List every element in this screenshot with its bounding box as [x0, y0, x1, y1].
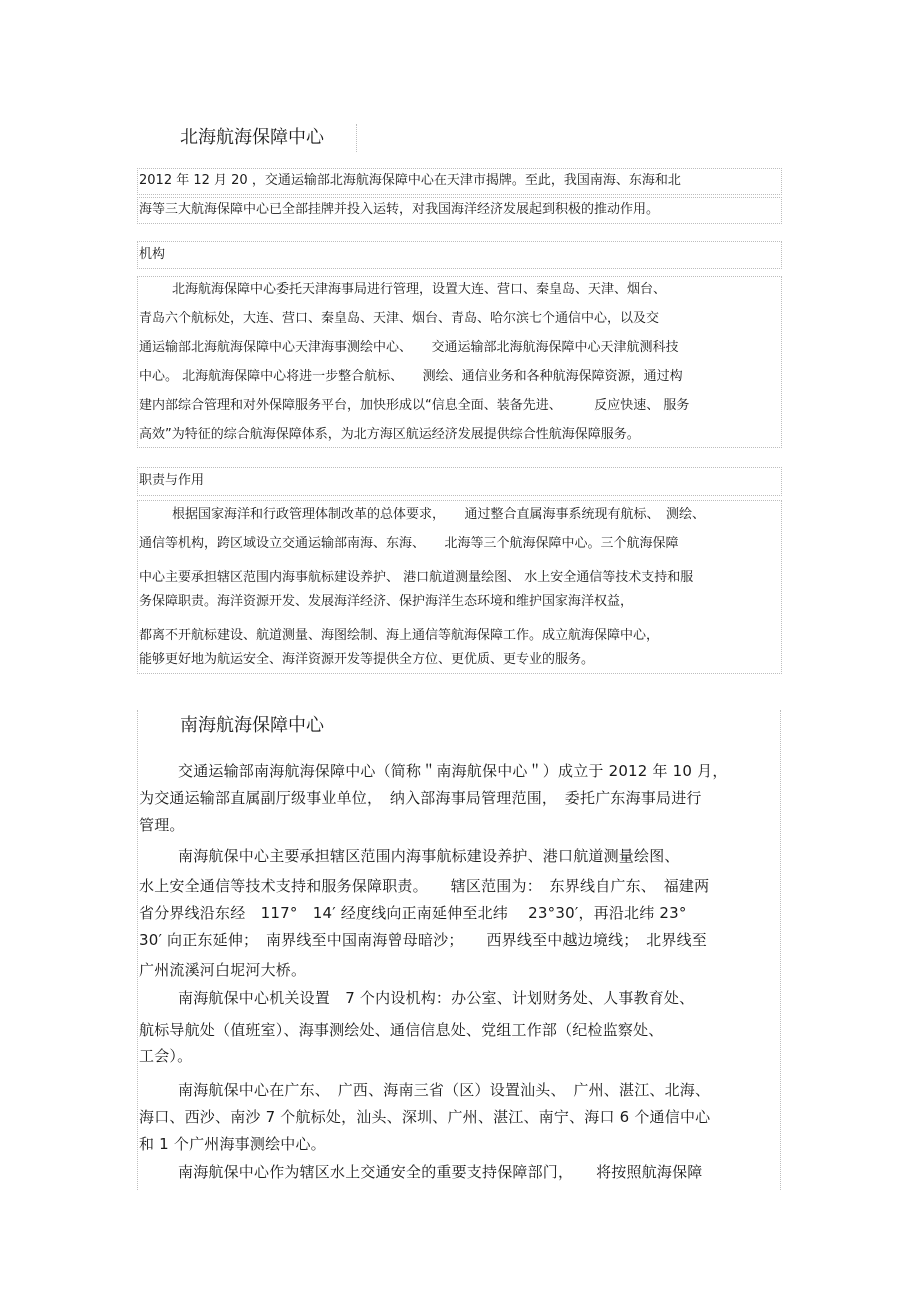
intro-paragraph-line: 2012 年 12 月 20 ，交通运输部北海航海保障中心在天津市揭牌。至此，我国南海、东海和北: [139, 173, 681, 188]
south-left-guide: [137, 710, 138, 1190]
org-paragraph-line: 通运输部北海航海保障中心天津海事测绘中心、 交通运输部北海航海保障中心天津航测科技: [139, 340, 679, 355]
org-paragraph-line: 中心。 北海航海保障中心将进一步整合航标、 测绘、通信业务和各种航海保障资源，通过构: [139, 369, 683, 384]
body-line: 南海航保中心作为辖区水上交通安全的重要支持保障部门， 将按照航海保障: [178, 1163, 703, 1181]
duty-frame: [137, 500, 782, 674]
body-line: 为交通运输部直属副厅级事业单位， 纳入部海事局管理范围， 委托广东海事局进行: [139, 789, 702, 807]
body-line: 和 1 个广州海事测绘中心。: [139, 1135, 326, 1153]
org-frame: [137, 276, 782, 448]
org-paragraph-line: 高效”为特征的综合航海保障体系，为北方海区航运经济发展提供综合性航海保障服务。: [139, 427, 640, 442]
body-line: 广州流溪河白坭河大桥。: [139, 961, 307, 979]
org-paragraph-line: 北海航海保障中心委托天津海事局进行管理，设置大连、营口、秦皇岛、天津、烟台、: [172, 282, 667, 297]
south-right-guide: [780, 710, 781, 1190]
body-line: 航标导航处（值班室）、海事测绘处、通信信息处、党组工作部（纪检监察处、: [139, 1021, 664, 1039]
body-line: 南海航保中心在广东、 广西、海南三省（区）设置汕头、 广州、湛江、北海、: [178, 1081, 711, 1099]
body-line: 水上安全通信等技术支持和服务保障职责。 辖区范围为： 东界线自广东、 福建两: [139, 877, 710, 895]
duty-heading-frame: [137, 467, 782, 496]
body-line: 南海航保中心主要承担辖区范围内海事航标建设养护、港口航道测量绘图、: [178, 847, 680, 865]
duty-paragraph-line: 通信等机构，跨区域设立交通运输部南海、东海、 北海等三个航海保障中心。三个航海保障: [139, 536, 679, 551]
page-title: 北海航海保障中心: [180, 127, 324, 148]
body-line: 工会）。: [139, 1047, 193, 1065]
duty-paragraph-line: 根据国家海洋和行政管理体制改革的总体要求， 通过整合直属海事系统现有航标、 测绘、: [172, 507, 706, 522]
org-paragraph-line: 青岛六个航标处，大连、营口、秦皇岛、天津、烟台、青岛、哈尔滨七个通信中心，以及交: [139, 311, 660, 326]
section-heading: 职责与作用: [139, 473, 205, 488]
duty-paragraph-line: 务保障职责。海洋资源开发、发展海洋经济、保护海洋生态环境和维护国家海洋权益，: [139, 594, 634, 609]
org-paragraph-line: 建内部综合管理和对外保障服务平台，加快形成以“信息全面、装备先进、 反应快速、 服务: [139, 398, 690, 413]
body-line: 省分界线沿东经 117° 14′ 经度线向正南延伸至北纬 23°30′，再沿北纬 23°: [139, 904, 687, 922]
body-line: 30′ 向正东延伸； 南界线至中国南海曾母暗沙； 西界线至中越边境线； 北界线至: [139, 931, 707, 949]
intro-paragraph-line: 海等三大航海保障中心已全部挂牌并投入运转，对我国海洋经济发展起到积极的推动作用。: [139, 202, 660, 217]
body-line: 管理。: [139, 816, 185, 834]
duty-paragraph-line: 都离不开航标建设、航道测量、海图绘制、海上通信等航海保障工作。成立航海保障中心，: [139, 628, 660, 643]
duty-paragraph-line: 中心主要承担辖区范围内海事航标建设养护、 港口航道测量绘图、 水上安全通信等技术支持和服: [139, 570, 694, 585]
body-line: 南海航保中心机关设置 7 个内设机构：办公室、计划财务处、人事教育处、: [178, 989, 695, 1007]
body-line: 海口、西沙、南沙 7 个航标处，汕头、深圳、广州、湛江、南宁、海口 6 个通信中心: [139, 1108, 711, 1126]
body-line: 交通运输部南海航海保障中心（简称＂南海航保中心＂）成立于 2012 年 10 月，: [178, 762, 728, 780]
org-heading-frame: [137, 241, 782, 269]
duty-paragraph-line: 能够更好地为航运安全、海洋资源开发等提供全方位、更优质、更专业的服务。: [139, 652, 595, 667]
section-title: 南海航海保障中心: [180, 715, 324, 736]
section-heading: 机构: [139, 247, 166, 262]
